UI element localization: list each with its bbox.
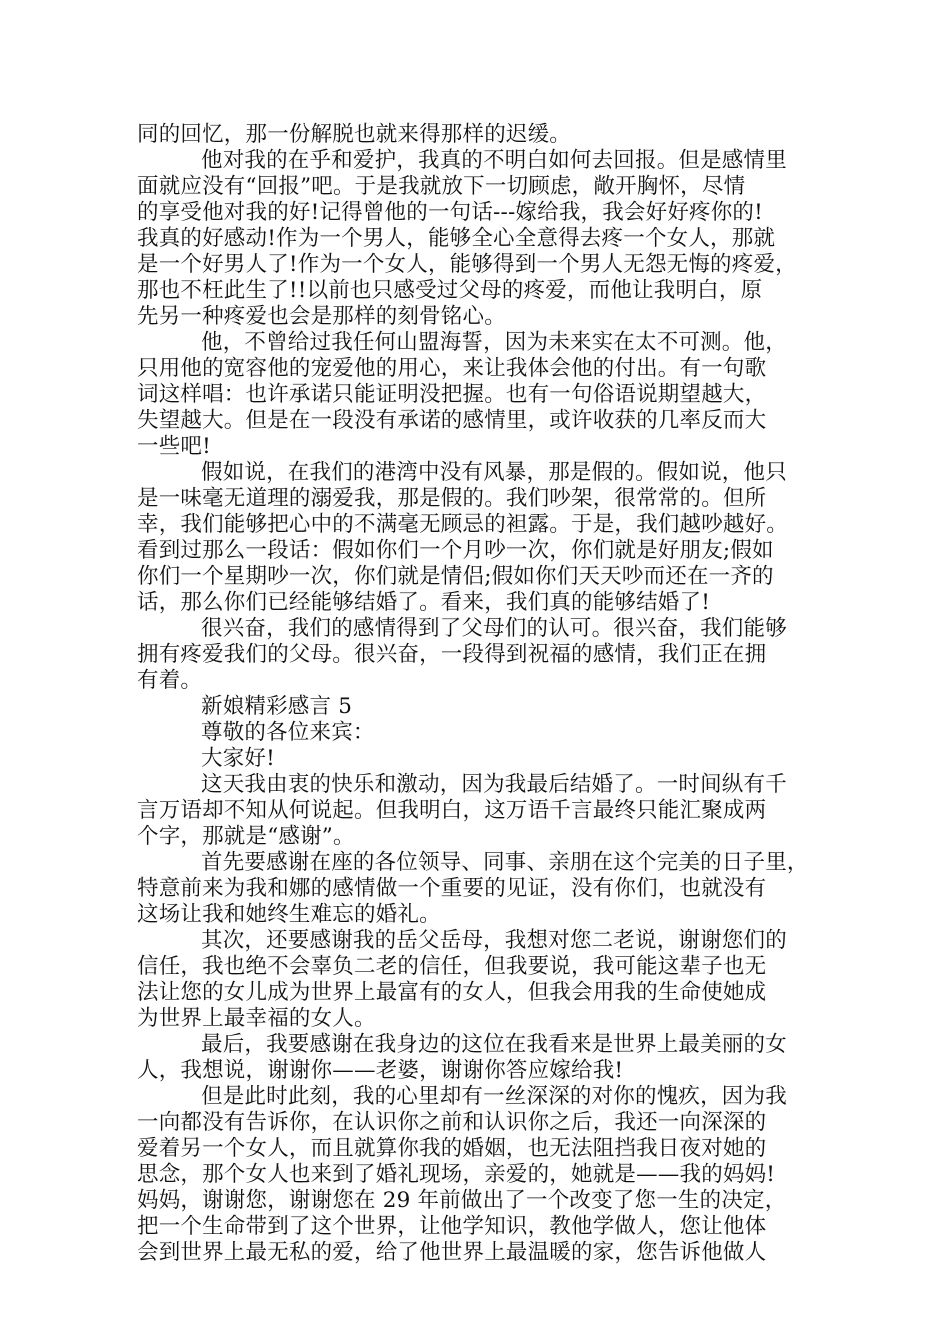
text-line: 的享受他对我的好!记得曾他的一句话---嫁给我，我会好好疼你的! — [137, 200, 763, 225]
text-line: 是一个好男人了!作为一个女人，能够得到一个男人无怨无悔的疼爱， — [137, 252, 797, 277]
text-line: 很兴奋，我们的感情得到了父母们的认可。很兴奋，我们能够 — [201, 616, 787, 641]
text-line: 看到过那么一段话：假如你们一个月吵一次，你们就是好朋友;假如 — [137, 538, 774, 563]
text-line: 话，那么你们已经能够结婚了。看来，我们真的能够结婚了! — [137, 590, 711, 615]
text-line: 这天我由衷的快乐和激动，因为我最后结婚了。一时间纵有千 — [201, 772, 787, 797]
document-body — [137, 122, 817, 1266]
text-line: 这场让我和她终生难忘的婚礼。 — [137, 902, 441, 927]
text-line: 其次，还要感谢我的岳父岳母，我想对您二老说，谢谢您们的 — [201, 928, 787, 953]
text-line: 一向都没有告诉你，在认识你之前和认识你之后，我还一向深深的 — [137, 1110, 767, 1135]
text-line: 信任，我也绝不会辜负二老的信任，但我要说，我可能这辈子也无 — [137, 954, 767, 979]
text-line: 面就应没有“回报”吧。于是我就放下一切顾虑，敞开胸怀，尽情 — [137, 174, 746, 199]
text-line: 假如说，在我们的港湾中没有风暴，那是假的。假如说，他只 — [201, 460, 787, 485]
text-line: 他，不曾给过我任何山盟海誓，因为未来实在太不可测。他， — [201, 330, 787, 355]
text-line: 思念，那个女人也来到了婚礼现场，亲爱的，她就是——我的妈妈! — [137, 1162, 776, 1187]
text-line: 一些吧! — [137, 434, 211, 459]
text-line: 人，我想说，谢谢你——老婆，谢谢你答应嫁给我! — [137, 1058, 624, 1083]
text-line: 有着。 — [137, 668, 203, 693]
text-line: 词这样唱：也许承诺只能证明没把握。也有一句俗语说期望越大， — [137, 382, 767, 407]
text-line: 是一味毫无道理的溺爱我，那是假的。我们吵架，很常常的。但所 — [137, 486, 767, 511]
text-line: 爱着另一个女人，而且就算你我的婚姻，也无法阻挡我日夜对她的 — [137, 1136, 767, 1161]
text-line: 那也不枉此生了!!以前也只感受过父母的疼爱，而他让我明白，原 — [137, 278, 763, 303]
text-line: 首先要感谢在座的各位领导、同事、亲朋在这个完美的日子里， — [201, 850, 809, 875]
text-line: 尊敬的各位来宾： — [201, 720, 375, 745]
text-line: 最后，我要感谢在我身边的这位在我看来是世界上最美丽的女 — [201, 1032, 787, 1057]
text-line: 先另一种疼爱也会是那样的刻骨铭心。 — [137, 304, 506, 329]
text-line: 同的回忆，那一份解脱也就来得那样的迟缓。 — [137, 122, 572, 147]
text-line: 拥有疼爱我们的父母。很兴奋，一段得到祝福的感情，我们正在拥 — [137, 642, 767, 667]
text-line: 特意前来为我和娜的感情做一个重要的见证，没有你们，也就没有 — [137, 876, 767, 901]
text-line: 你们一个星期吵一次，你们就是情侣;假如你们天天吵而还在一齐的 — [137, 564, 774, 589]
text-line: 为世界上最幸福的女人。 — [137, 1006, 376, 1031]
text-line: 会到世界上最无私的爱，给了他世界上最温暖的家，您告诉他做人 — [137, 1240, 767, 1265]
text-line: 但是此时此刻，我的心里却有一丝深深的对你的愧疚，因为我 — [201, 1084, 787, 1109]
text-line: 妈妈，谢谢您，谢谢您在 29 年前做出了一个改变了您一生的决定， — [137, 1188, 787, 1213]
text-line: 个字，那就是“感谢”。 — [137, 824, 355, 849]
text-line: 只用他的宽容他的宠爱他的用心，来让我体会他的付出。有一句歌 — [137, 356, 767, 381]
text-line: 把一个生命带到了这个世界，让他学知识，教他学做人，您让他体 — [137, 1214, 767, 1239]
text-line: 幸，我们能够把心中的不满毫无顾忌的袒露。于是，我们越吵越好。 — [137, 512, 789, 537]
text-line: 言万语却不知从何说起。但我明白，这万语千言最终只能汇聚成两 — [137, 798, 767, 823]
text-line: 大家好! — [201, 746, 275, 771]
text-line: 新娘精彩感言 5 — [201, 694, 353, 719]
text-line: 法让您的女儿成为世界上最富有的女人，但我会用我的生命使她成 — [137, 980, 767, 1005]
text-line: 我真的好感动!作为一个男人，能够全心全意得去疼一个女人，那就 — [137, 226, 776, 251]
text-line: 他对我的在乎和爱护，我真的不明白如何去回报。但是感情里 — [201, 148, 787, 173]
text-line: 失望越大。但是在一段没有承诺的感情里，或许收获的几率反而大 — [137, 408, 767, 433]
